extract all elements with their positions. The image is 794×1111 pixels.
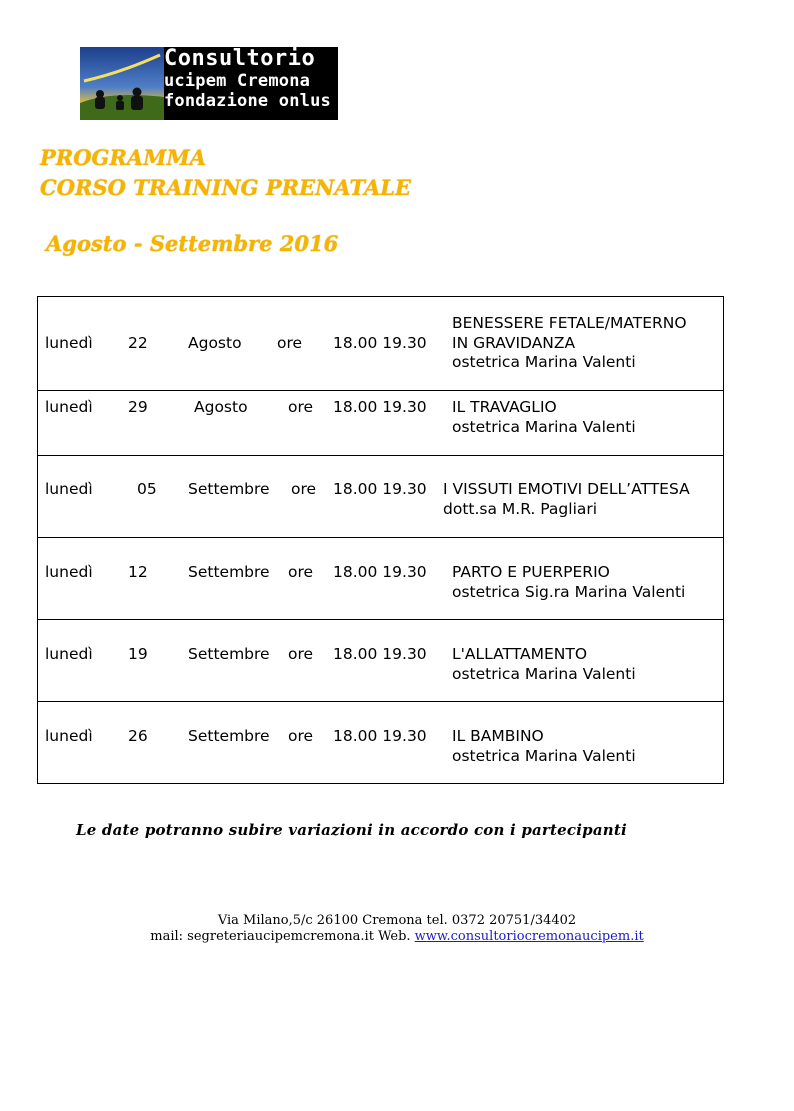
session-teacher: ostetrica Sig.ra Marina Valenti xyxy=(452,582,686,601)
title-line-1: PROGRAMMA xyxy=(40,145,207,170)
schedule-row xyxy=(38,391,723,456)
session-topic-line: IL TRAVAGLIO xyxy=(452,398,557,416)
session-day: lunedì xyxy=(45,563,93,581)
logo-line-1: Consultorio xyxy=(164,47,316,71)
dates-note: Le date potranno subire variazioni in accordo con i partecipanti xyxy=(76,821,627,839)
session-date: 22 xyxy=(128,334,148,352)
page-title xyxy=(40,143,411,203)
session-topic xyxy=(452,398,636,437)
course-period: Agosto - Settembre 2016 xyxy=(46,231,339,256)
session-day: lunedì xyxy=(45,334,93,352)
session-date: 29 xyxy=(128,398,148,416)
schedule-row xyxy=(38,456,723,538)
session-topic-line: PARTO E PUERPERIO xyxy=(452,563,610,581)
session-topic xyxy=(443,480,690,519)
footer xyxy=(0,913,794,945)
session-date: 12 xyxy=(128,563,148,581)
session-ore-label: ore xyxy=(288,727,314,745)
session-topic xyxy=(452,314,687,373)
session-time: 18.00 19.30 xyxy=(333,480,427,498)
session-topic-line: BENESSERE FETALE/MATERNO xyxy=(452,314,687,332)
logo-line-3: fondazione onlus xyxy=(164,91,331,111)
session-topic xyxy=(452,727,636,766)
session-month: Agosto xyxy=(188,334,242,352)
session-topic xyxy=(452,645,636,684)
session-day: lunedì xyxy=(45,645,93,663)
session-topic-line: I VISSUTI EMOTIVI DELL’ATTESA xyxy=(443,480,690,498)
session-time: 18.00 19.30 xyxy=(333,563,427,581)
session-ore-label: ore xyxy=(288,398,314,416)
footer-contacts xyxy=(0,929,794,945)
session-time: 18.00 19.30 xyxy=(333,727,427,745)
session-date: 19 xyxy=(128,645,148,663)
session-time: 18.00 19.30 xyxy=(333,645,427,663)
schedule-row xyxy=(38,620,723,702)
session-topic-line: IN GRAVIDANZA xyxy=(452,333,576,352)
session-topic-line: L'ALLATTAMENTO xyxy=(452,645,588,663)
session-day: lunedì xyxy=(45,398,93,416)
schedule-row xyxy=(38,702,723,783)
website-link[interactable]: www.consultoriocremonaucipem.it xyxy=(414,929,644,944)
session-day: lunedì xyxy=(45,480,93,498)
session-month: Settembre xyxy=(188,480,270,498)
schedule-row xyxy=(38,297,723,391)
session-ore-label: ore xyxy=(288,645,314,663)
session-ore-label: ore xyxy=(288,563,314,581)
session-month: Settembre xyxy=(188,727,270,745)
session-date: 05 xyxy=(137,480,157,498)
session-date: 26 xyxy=(128,727,148,745)
session-topic-line: IL BAMBINO xyxy=(452,727,544,745)
session-month: Settembre xyxy=(188,645,270,663)
session-time: 18.00 19.30 xyxy=(333,398,427,416)
session-month: Agosto xyxy=(194,398,248,416)
footer-mail: mail: segreteriaucipemcremona.it Web. xyxy=(150,929,411,944)
schedule-row xyxy=(38,538,723,620)
title-line-2: CORSO TRAINING PRENATALE xyxy=(40,175,412,200)
session-day: lunedì xyxy=(45,727,93,745)
session-teacher: ostetrica Marina Valenti xyxy=(452,746,636,765)
session-ore-label: ore xyxy=(277,334,303,352)
session-teacher: ostetrica Marina Valenti xyxy=(452,417,636,436)
session-month: Settembre xyxy=(188,563,270,581)
logo xyxy=(80,47,338,120)
schedule-table xyxy=(37,296,724,784)
session-topic xyxy=(452,563,685,602)
session-teacher: ostetrica Marina Valenti xyxy=(452,353,636,371)
session-time: 18.00 19.30 xyxy=(333,334,427,352)
session-teacher: dott.sa M.R. Pagliari xyxy=(443,499,598,518)
session-teacher: ostetrica Marina Valenti xyxy=(452,664,636,683)
logo-line-2: ucipem Cremona xyxy=(164,71,311,91)
footer-address: Via Milano,5/c 26100 Cremona tel. 0372 20751/34402 xyxy=(217,913,577,928)
session-ore-label: ore xyxy=(291,480,317,498)
